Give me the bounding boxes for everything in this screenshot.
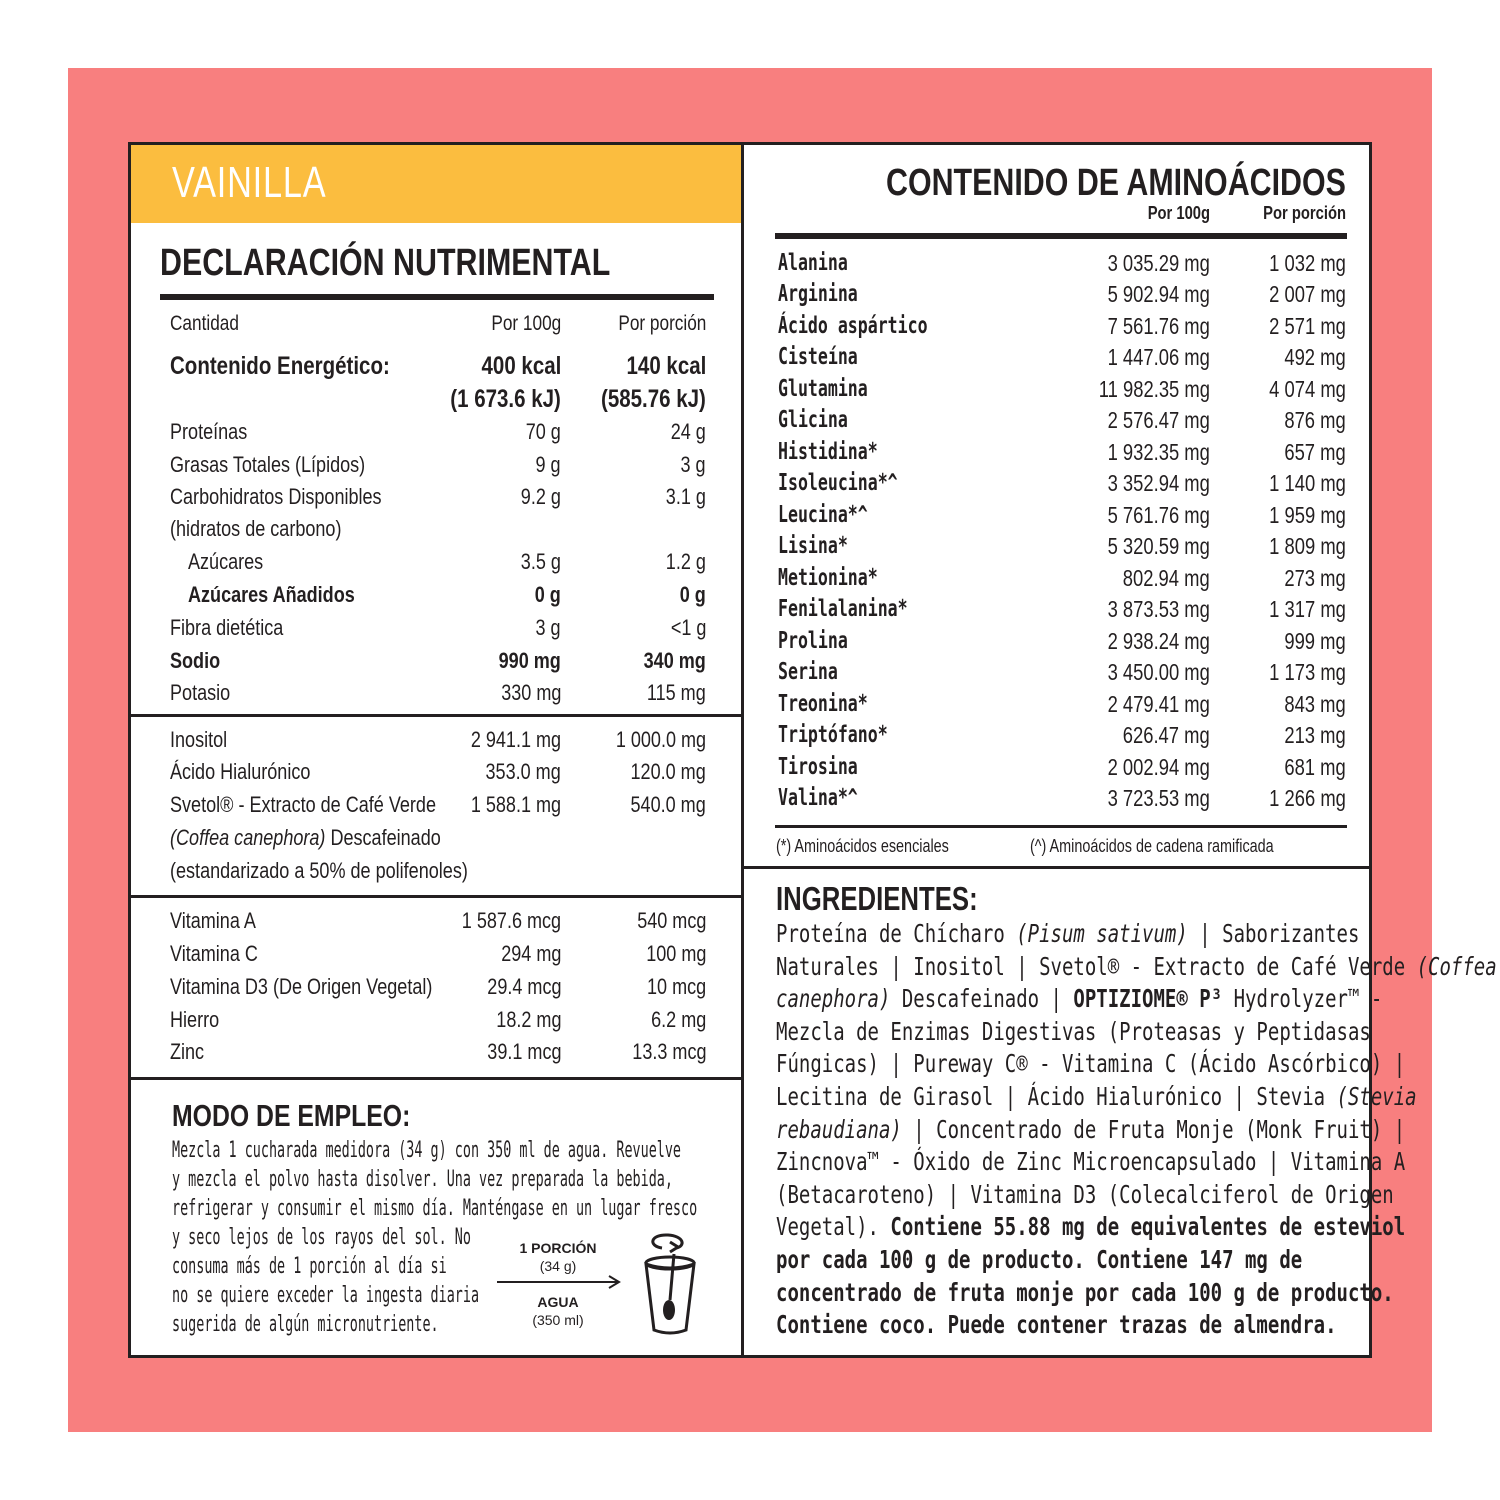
extra-label: (estandarizado a 50% de polifenoles) — [170, 858, 468, 883]
nutrient-row — [170, 648, 706, 678]
extra-label: Svetol® - Extracto de Café Verde — [170, 792, 436, 817]
amino-row — [778, 785, 1346, 815]
vitamin-row — [170, 1007, 706, 1037]
ingredients-line — [776, 1081, 1417, 1114]
ingr-seg: Descafeinado | — [890, 984, 1074, 1014]
nutrient-per100: 3.5 g — [520, 549, 561, 574]
amino-label: Triptófano* — [778, 722, 888, 748]
amino-per-serving: 681 mg — [1284, 754, 1346, 780]
vitamin-label: Zinc — [170, 1039, 205, 1064]
ingr-latin: (Stevia — [1336, 1081, 1417, 1111]
vitamin-per100: 18.2 mg — [495, 1007, 561, 1032]
nutrient-per100: 0 g — [534, 582, 561, 607]
ingr-seg: Proteína de Chícharo — [776, 919, 1017, 948]
nutrient-row — [170, 680, 706, 710]
vitamin-label: Vitamina A — [170, 908, 256, 933]
ingr-latin: canephora) — [776, 984, 891, 1014]
nutrient-label: (hidratos de carbono) — [170, 516, 342, 541]
ingr-seg: | Concentrado de Fruta Monje (Monk Fruit) | — [901, 1114, 1406, 1144]
vitamin-per-serving: 100 mg — [645, 941, 706, 966]
energy-row — [170, 352, 706, 382]
portion-amount: (34 g) — [539, 1258, 577, 1274]
amino-per-serving: 492 mg — [1284, 344, 1346, 370]
latin-name: (Coffea canephora) — [170, 825, 326, 850]
col-per100: Por 100g — [491, 312, 561, 335]
amino-label: Glicina — [778, 407, 848, 433]
ingr-seg: Vegetal). — [776, 1212, 891, 1242]
nutrient-row — [170, 419, 706, 449]
usage-line: y seco lejos de los rayos del sol. No — [172, 1225, 471, 1250]
amino-row — [778, 376, 1346, 406]
nutrient-label: Sodio — [170, 648, 221, 673]
note-essential: (*) Aminoácidos esenciales — [776, 836, 949, 856]
usage-line: Mezcla 1 cucharada medidora (34 g) con 350 ml de agua. Revuelve — [172, 1138, 682, 1163]
amino-row — [778, 250, 1346, 280]
nutrient-label: Carbohidratos Disponibles — [170, 484, 382, 509]
amino-row — [778, 344, 1346, 374]
amino-label: Ácido aspártico — [778, 313, 928, 339]
section-divider — [128, 1077, 743, 1080]
amino-per100: 3 873.53 mg — [1107, 596, 1210, 622]
center-divider — [741, 142, 744, 1358]
extra-label-rest: Descafeinado — [325, 825, 441, 850]
vitamin-per100: 29.4 mcg — [486, 974, 561, 999]
amino-per100: 3 352.94 mg — [1107, 470, 1210, 496]
extra-row — [170, 825, 706, 855]
nutrient-label: Proteínas — [170, 419, 248, 444]
amino-row — [778, 754, 1346, 784]
energy-per100-kcal: 400 kcal — [481, 352, 561, 380]
vitamin-per-serving: 10 mcg — [646, 974, 706, 999]
energy-kj-row — [170, 385, 706, 415]
ingr-latin: (Coffea — [1416, 951, 1497, 981]
amino-per100: 11 982.35 mg — [1098, 376, 1210, 402]
nutrient-row — [170, 516, 706, 546]
extra-per-serving: 540.0 mg — [630, 792, 706, 817]
amino-row — [778, 533, 1346, 563]
amino-per-serving: 273 mg — [1284, 565, 1346, 591]
water-amount: (350 ml) — [532, 1312, 584, 1328]
amino-per100: 1 447.06 mg — [1107, 344, 1210, 370]
extra-per-serving: 120.0 mg — [630, 759, 706, 784]
ingr-seg: Naturales | Inositol | Svetol® - Extracto de Café Verde — [776, 951, 1417, 981]
usage-line: no se quiere exceder la ingesta diaria — [172, 1283, 480, 1308]
amino-per100: 2 479.41 mg — [1107, 691, 1210, 717]
ingr-seg: | Saborizantes — [1187, 919, 1360, 948]
amino-per100: 3 035.29 mg — [1107, 250, 1210, 276]
amino-label: Histidina* — [778, 439, 878, 465]
amino-row — [778, 439, 1346, 469]
water-label: AGUA — [537, 1294, 579, 1310]
vitamin-row — [170, 1039, 706, 1069]
section-divider — [128, 714, 743, 717]
nutrient-per-serving: 340 mg — [643, 648, 706, 673]
extra-per100: 353.0 mg — [485, 759, 561, 784]
vitamin-row — [170, 908, 706, 938]
ingr-seg: Hydrolyzer™ - — [1222, 984, 1383, 1014]
nutrient-per-serving: <1 g — [670, 615, 706, 640]
extra-per-serving: 1 000.0 mg — [615, 727, 706, 752]
extra-row — [170, 792, 706, 822]
amino-row — [778, 313, 1346, 343]
nutrient-label: Azúcares Añadidos — [188, 582, 355, 607]
amino-per100: 7 561.76 mg — [1107, 313, 1210, 339]
amino-label: Prolina — [778, 628, 848, 654]
amino-per-serving: 1 140 mg — [1269, 470, 1346, 496]
amino-per100: 1 932.35 mg — [1107, 439, 1210, 465]
amino-per-serving: 1 032 mg — [1269, 250, 1346, 276]
nutrient-label: Grasas Totales (Lípidos) — [170, 452, 366, 477]
usage-line: refrigerar y consumir el mismo día. Manténgase en un lugar fresco — [172, 1196, 698, 1221]
amino-per100: 5 320.59 mg — [1107, 533, 1210, 559]
amino-title: CONTENIDO DE AMINOÁCIDOS — [886, 162, 1346, 204]
nutrient-per-serving: 1.2 g — [665, 549, 706, 574]
amino-label: Alanina — [778, 250, 848, 276]
nutrient-row — [170, 615, 706, 645]
amino-per100: 802.94 mg — [1123, 565, 1210, 591]
amino-per-serving: 999 mg — [1284, 628, 1346, 654]
ingredients-line: concentrado de fruta monje por cada 100 g de producto. — [776, 1277, 1394, 1307]
vitamin-label: Hierro — [170, 1007, 220, 1032]
col-per-serving: Por porción — [617, 312, 706, 335]
amino-per-serving: 2 571 mg — [1269, 313, 1346, 339]
vitamin-row — [170, 941, 706, 971]
amino-per100: 5 761.76 mg — [1107, 502, 1210, 528]
nutrient-per100: 330 mg — [500, 680, 561, 705]
amino-per-serving: 2 007 mg — [1269, 281, 1346, 307]
ingr-latin: (Pisum sativum) — [1016, 919, 1188, 948]
vitamin-label: Vitamina C — [170, 941, 258, 966]
nutrient-per100: 9.2 g — [520, 484, 561, 509]
nutrient-per100: 70 g — [525, 419, 561, 444]
section-divider — [128, 895, 743, 898]
usage-line: consuma más de 1 porción al día si — [172, 1254, 447, 1279]
amino-per-serving: 876 mg — [1284, 407, 1346, 433]
nutrient-label: Potasio — [170, 680, 231, 705]
vitamin-row — [170, 974, 706, 1004]
amino-per100: 2 938.24 mg — [1107, 628, 1210, 654]
note-branched: (^) Aminoácidos de cadena ramificada — [1030, 836, 1274, 856]
amino-label: Treonina* — [778, 691, 868, 717]
nutrient-row — [170, 484, 706, 514]
nutrient-per100: 3 g — [535, 615, 561, 640]
amino-bottom-rule — [775, 825, 1347, 828]
amino-per-serving: 1 317 mg — [1269, 596, 1346, 622]
amino-row — [778, 502, 1346, 532]
nutrition-title-rule — [160, 294, 714, 300]
section-divider — [742, 866, 1372, 869]
amino-label: Metionina* — [778, 565, 878, 591]
extra-per100: 1 588.1 mg — [470, 792, 561, 817]
nutrient-label: Fibra dietética — [170, 615, 284, 640]
amino-label: Lisina* — [778, 533, 848, 559]
ingredients-line: Mezcla de Enzimas Digestivas (Proteasas y Peptidasas — [776, 1016, 1371, 1046]
extra-label: Ácido Hialurónico — [170, 759, 311, 784]
amino-per-serving: 1 809 mg — [1269, 533, 1346, 559]
nutrient-per-serving: 0 g — [679, 582, 706, 607]
portion-label: 1 PORCIÓN — [519, 1240, 597, 1256]
amino-col-per-serving: Por porción — [1263, 203, 1346, 223]
amino-row — [778, 596, 1346, 626]
extra-label — [170, 825, 441, 851]
amino-per100: 2 576.47 mg — [1107, 407, 1210, 433]
extra-row — [170, 858, 706, 888]
usage-line: y mezcla el polvo hasta disolver. Una vez preparada la bebida, — [172, 1167, 673, 1192]
extra-label: Inositol — [170, 727, 228, 752]
amino-label: Valina*^ — [778, 785, 858, 811]
nutrient-row — [170, 582, 706, 612]
vitamin-per100: 1 587.6 mcg — [461, 908, 561, 933]
vitamin-per-serving: 6.2 mg — [650, 1007, 706, 1032]
ingredients-line: (Betacaroteno) | Vitamina D3 (Colecalciferol de Origen — [776, 1179, 1394, 1209]
nutrient-per-serving: 3.1 g — [665, 484, 706, 509]
arrow-icon — [497, 1272, 627, 1292]
amino-per-serving: 1 959 mg — [1269, 502, 1346, 528]
ingredients-line — [776, 1114, 1406, 1147]
amino-label: Isoleucina*^ — [778, 470, 898, 496]
amino-per-serving: 1 266 mg — [1269, 785, 1346, 811]
amino-label: Serina — [778, 659, 838, 685]
glass-icon — [640, 1232, 700, 1342]
amino-label: Leucina*^ — [778, 502, 868, 528]
usage-title: MODO DE EMPLEO: — [172, 1098, 411, 1133]
ingredients-line — [776, 918, 1360, 951]
amino-row — [778, 628, 1346, 658]
ingredients-line: Zincnova™ - Óxido de Zinc Microencapsulado | Vitamina A — [776, 1147, 1406, 1177]
ingredients-line: Contiene coco. Puede contener trazas de almendra. — [776, 1310, 1337, 1340]
col-quantity: Cantidad — [170, 312, 239, 335]
amino-per-serving: 4 074 mg — [1269, 376, 1346, 402]
vitamin-per100: 39.1 mcg — [486, 1039, 561, 1064]
nutrient-row — [170, 452, 706, 482]
nutrient-per100: 990 mg — [498, 648, 561, 673]
amino-label: Fenilalanina* — [778, 596, 908, 622]
amino-label: Tirosina — [778, 754, 858, 780]
ingr-seg: Lecitina de Girasol | Ácido Hialurónico | Stevia — [776, 1081, 1337, 1111]
amino-col-per100: Por 100g — [1147, 203, 1210, 223]
extra-per100: 2 941.1 mg — [470, 727, 561, 752]
amino-label: Glutamina — [778, 376, 868, 402]
nutrient-per-serving: 24 g — [670, 419, 706, 444]
vitamin-label: Vitamina D3 (De Origen Vegetal) — [170, 974, 433, 999]
nutrient-per-serving: 3 g — [680, 452, 706, 477]
amino-per100: 3 723.53 mg — [1107, 785, 1210, 811]
nutrient-per100: 9 g — [535, 452, 561, 477]
amino-row — [778, 470, 1346, 500]
ingredients-text — [776, 918, 1497, 1342]
amino-per100: 3 450.00 mg — [1107, 659, 1210, 685]
amino-per-serving: 843 mg — [1284, 691, 1346, 717]
usage-line: sugerida de algún micronutriente. — [172, 1312, 439, 1337]
amino-label: Cisteína — [778, 344, 858, 370]
energy-serv-kcal: 140 kcal — [626, 352, 706, 380]
ingredients-line — [776, 983, 1383, 1016]
nutrient-row — [170, 549, 706, 579]
amino-row — [778, 565, 1346, 595]
energy-serv-kj: (585.76 kJ) — [601, 385, 706, 413]
ingr-brand: OPTIZIOME® P³ — [1073, 984, 1223, 1014]
amino-per-serving: 213 mg — [1284, 722, 1346, 748]
energy-per100-kj: (1 673.6 kJ) — [450, 385, 561, 413]
nutrient-per-serving: 115 mg — [647, 680, 706, 705]
ingredients-title: INGREDIENTES: — [776, 880, 978, 917]
amino-per-serving: 1 173 mg — [1269, 659, 1346, 685]
ingredients-line: por cada 100 g de producto. Contiene 147 mg de — [776, 1244, 1303, 1274]
ingredients-line — [776, 951, 1497, 984]
amino-per100: 626.47 mg — [1123, 722, 1210, 748]
vitamin-per100: 294 mg — [500, 941, 561, 966]
vitamin-per-serving: 13.3 mcg — [631, 1039, 706, 1064]
amino-per-serving: 657 mg — [1284, 439, 1346, 465]
amino-per100: 5 902.94 mg — [1107, 281, 1210, 307]
ingr-bold: Contiene 55.88 mg de equivalentes de esteviol — [890, 1212, 1406, 1242]
amino-label: Arginina — [778, 281, 858, 307]
extra-row — [170, 759, 706, 789]
vitamin-per-serving: 540 mcg — [636, 908, 706, 933]
amino-per100: 2 002.94 mg — [1107, 754, 1210, 780]
amino-row — [778, 407, 1346, 437]
amino-row — [778, 722, 1346, 752]
usage-text — [172, 1136, 697, 1339]
amino-row — [778, 281, 1346, 311]
extra-row — [170, 727, 706, 757]
amino-row — [778, 691, 1346, 721]
amino-title-rule — [775, 233, 1347, 239]
ingredients-line — [776, 1211, 1406, 1244]
ingr-latin: rebaudiana) — [776, 1114, 902, 1144]
nutrition-header-row — [170, 312, 706, 342]
ingredients-line: Fúngicas) | Pureway C® - Vitamina C (Ácido Ascórbico) | — [776, 1049, 1406, 1079]
nutrition-title: DECLARACIÓN NUTRIMENTAL — [160, 242, 611, 284]
energy-label: Contenido Energético: — [170, 352, 390, 380]
flavor-title: VAINILLA — [172, 158, 327, 207]
nutrient-label: Azúcares — [188, 549, 264, 574]
amino-row — [778, 659, 1346, 689]
